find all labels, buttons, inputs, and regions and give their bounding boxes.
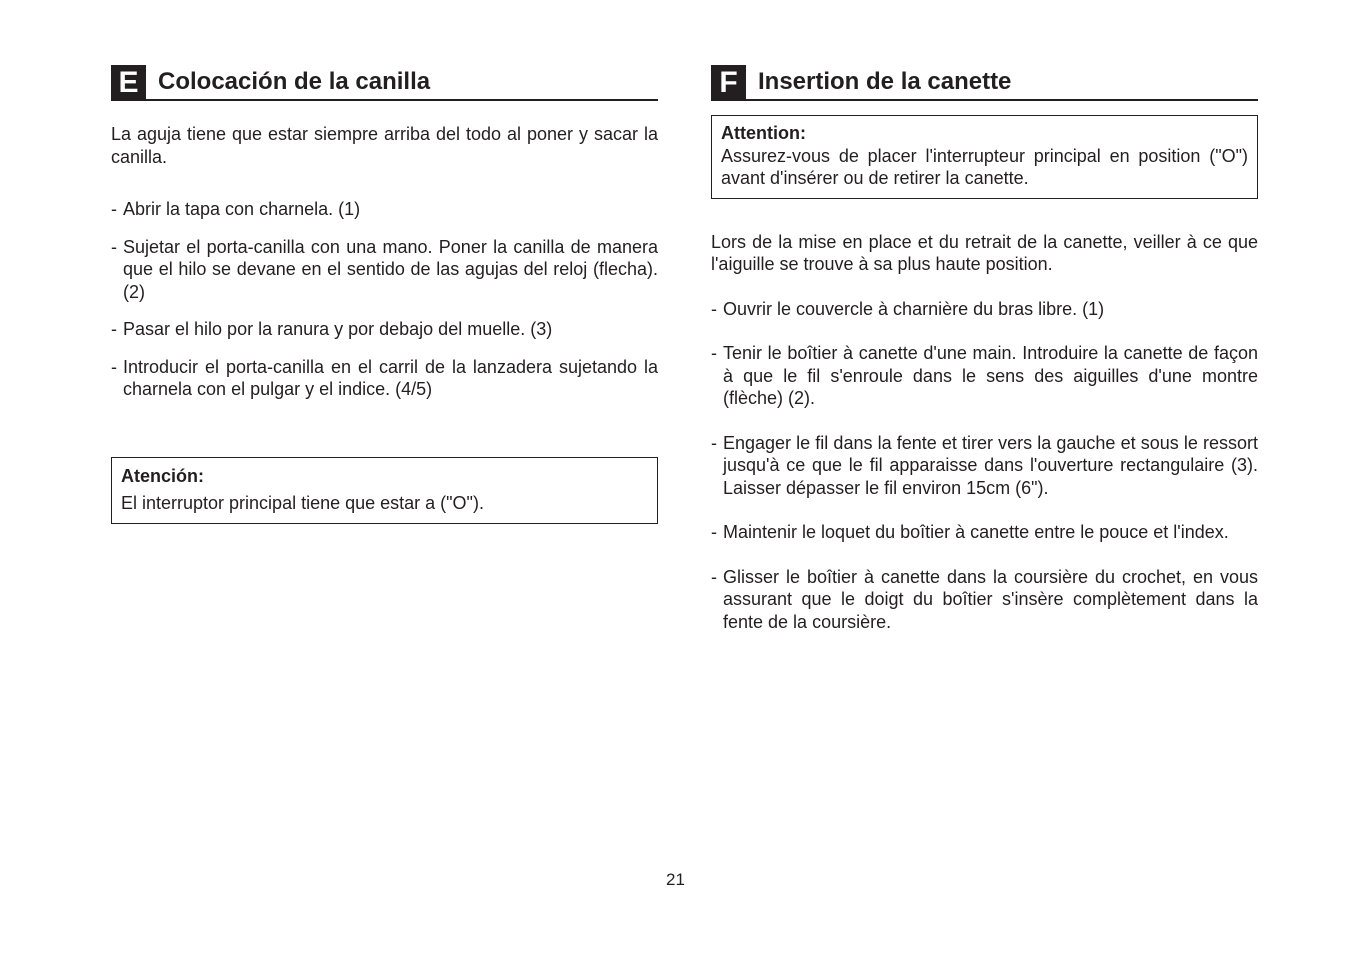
list-item: [111, 318, 658, 341]
list-item-text: Abrir la tapa con charnela. (1): [123, 199, 361, 219]
section-title: Colocación de la canilla: [158, 67, 431, 95]
list-item-text: Glisser le boîtier à canette dans la coursière du crochet, en vous assurant que le doigt du boîtier s'insère complètement dans la fente de la coursière.: [723, 566, 1258, 632]
section-title: Insertion de la canette: [758, 67, 1012, 95]
list-item: [711, 521, 1258, 544]
section-french: [711, 64, 1258, 633]
list-item-text: Pasar el hilo por la ranura y por debajo del muelle. (3): [123, 319, 553, 339]
list-dash: -: [711, 566, 717, 587]
list-item: [111, 236, 658, 304]
list-item-text: Sujetar el porta-canilla con una mano. Poner la canilla de manera que el hilo se devane en el sentido de las agujas del reloj (flecha). (2): [123, 236, 658, 302]
intro-paragraph: La aguja tiene que estar siempre arriba del todo al poner y sacar la canilla.: [111, 124, 658, 167]
list-item-text: Tenir le boîtier à canette d'une main. Introduire la canette de façon à que le fil s'enroule dans le sens des aiguilles d'une montre (flèche) (2).: [723, 343, 1258, 408]
list-dash: -: [111, 236, 117, 257]
section-spanish: [111, 64, 658, 524]
language-badge: E: [111, 65, 146, 100]
list-item: [711, 298, 1258, 321]
list-item: [111, 198, 658, 221]
language-badge: F: [711, 65, 746, 100]
list-item-text: Introducir el porta-canilla en el carril de la lanzadera sujetando la charnela con el pulgar y el indice. (4/5): [123, 356, 658, 399]
list-dash: -: [111, 356, 117, 377]
attention-title: Atención:: [121, 465, 204, 486]
attention-text: Assurez-vous de placer l'interrupteur principal en position ("O") avant d'insérer ou de retirer la canette.: [721, 145, 1248, 188]
list-item-text: Ouvrir le couvercle à charnière du bras libre. (1): [723, 298, 1105, 319]
list-dash: -: [111, 319, 117, 339]
list-dash: -: [111, 199, 117, 219]
attention-text: El interruptor principal tiene que estar a ("O").: [121, 493, 484, 513]
list-item: [111, 356, 658, 401]
list-dash: -: [711, 298, 717, 319]
list-dash: -: [711, 522, 717, 542]
attention-box: [711, 115, 1258, 199]
list-item: [711, 432, 1258, 500]
section-heading: [111, 64, 658, 101]
intro-paragraph: Lors de la mise en place et du retrait de la canette, veiller à ce que l'aiguille se trouve à sa plus haute position.: [711, 231, 1258, 274]
list-dash: -: [711, 343, 717, 363]
list-item: [711, 342, 1258, 410]
page-number: 21: [666, 870, 685, 889]
list-dash: -: [711, 432, 717, 453]
list-item-text: Maintenir le loquet du boîtier à canette entre le pouce et l'index.: [723, 522, 1229, 542]
list-item: [711, 566, 1258, 634]
attention-title: Attention:: [721, 123, 806, 143]
section-heading: [711, 64, 1258, 101]
list-item-text: Engager le fil dans la fente et tirer vers la gauche et sous le ressort jusqu'à ce que le fil apparaisse dans l'ouverture rectangulaire (3). Laisser dépasser le fil environ 15cm (6").: [723, 432, 1258, 498]
attention-box: [111, 457, 658, 524]
